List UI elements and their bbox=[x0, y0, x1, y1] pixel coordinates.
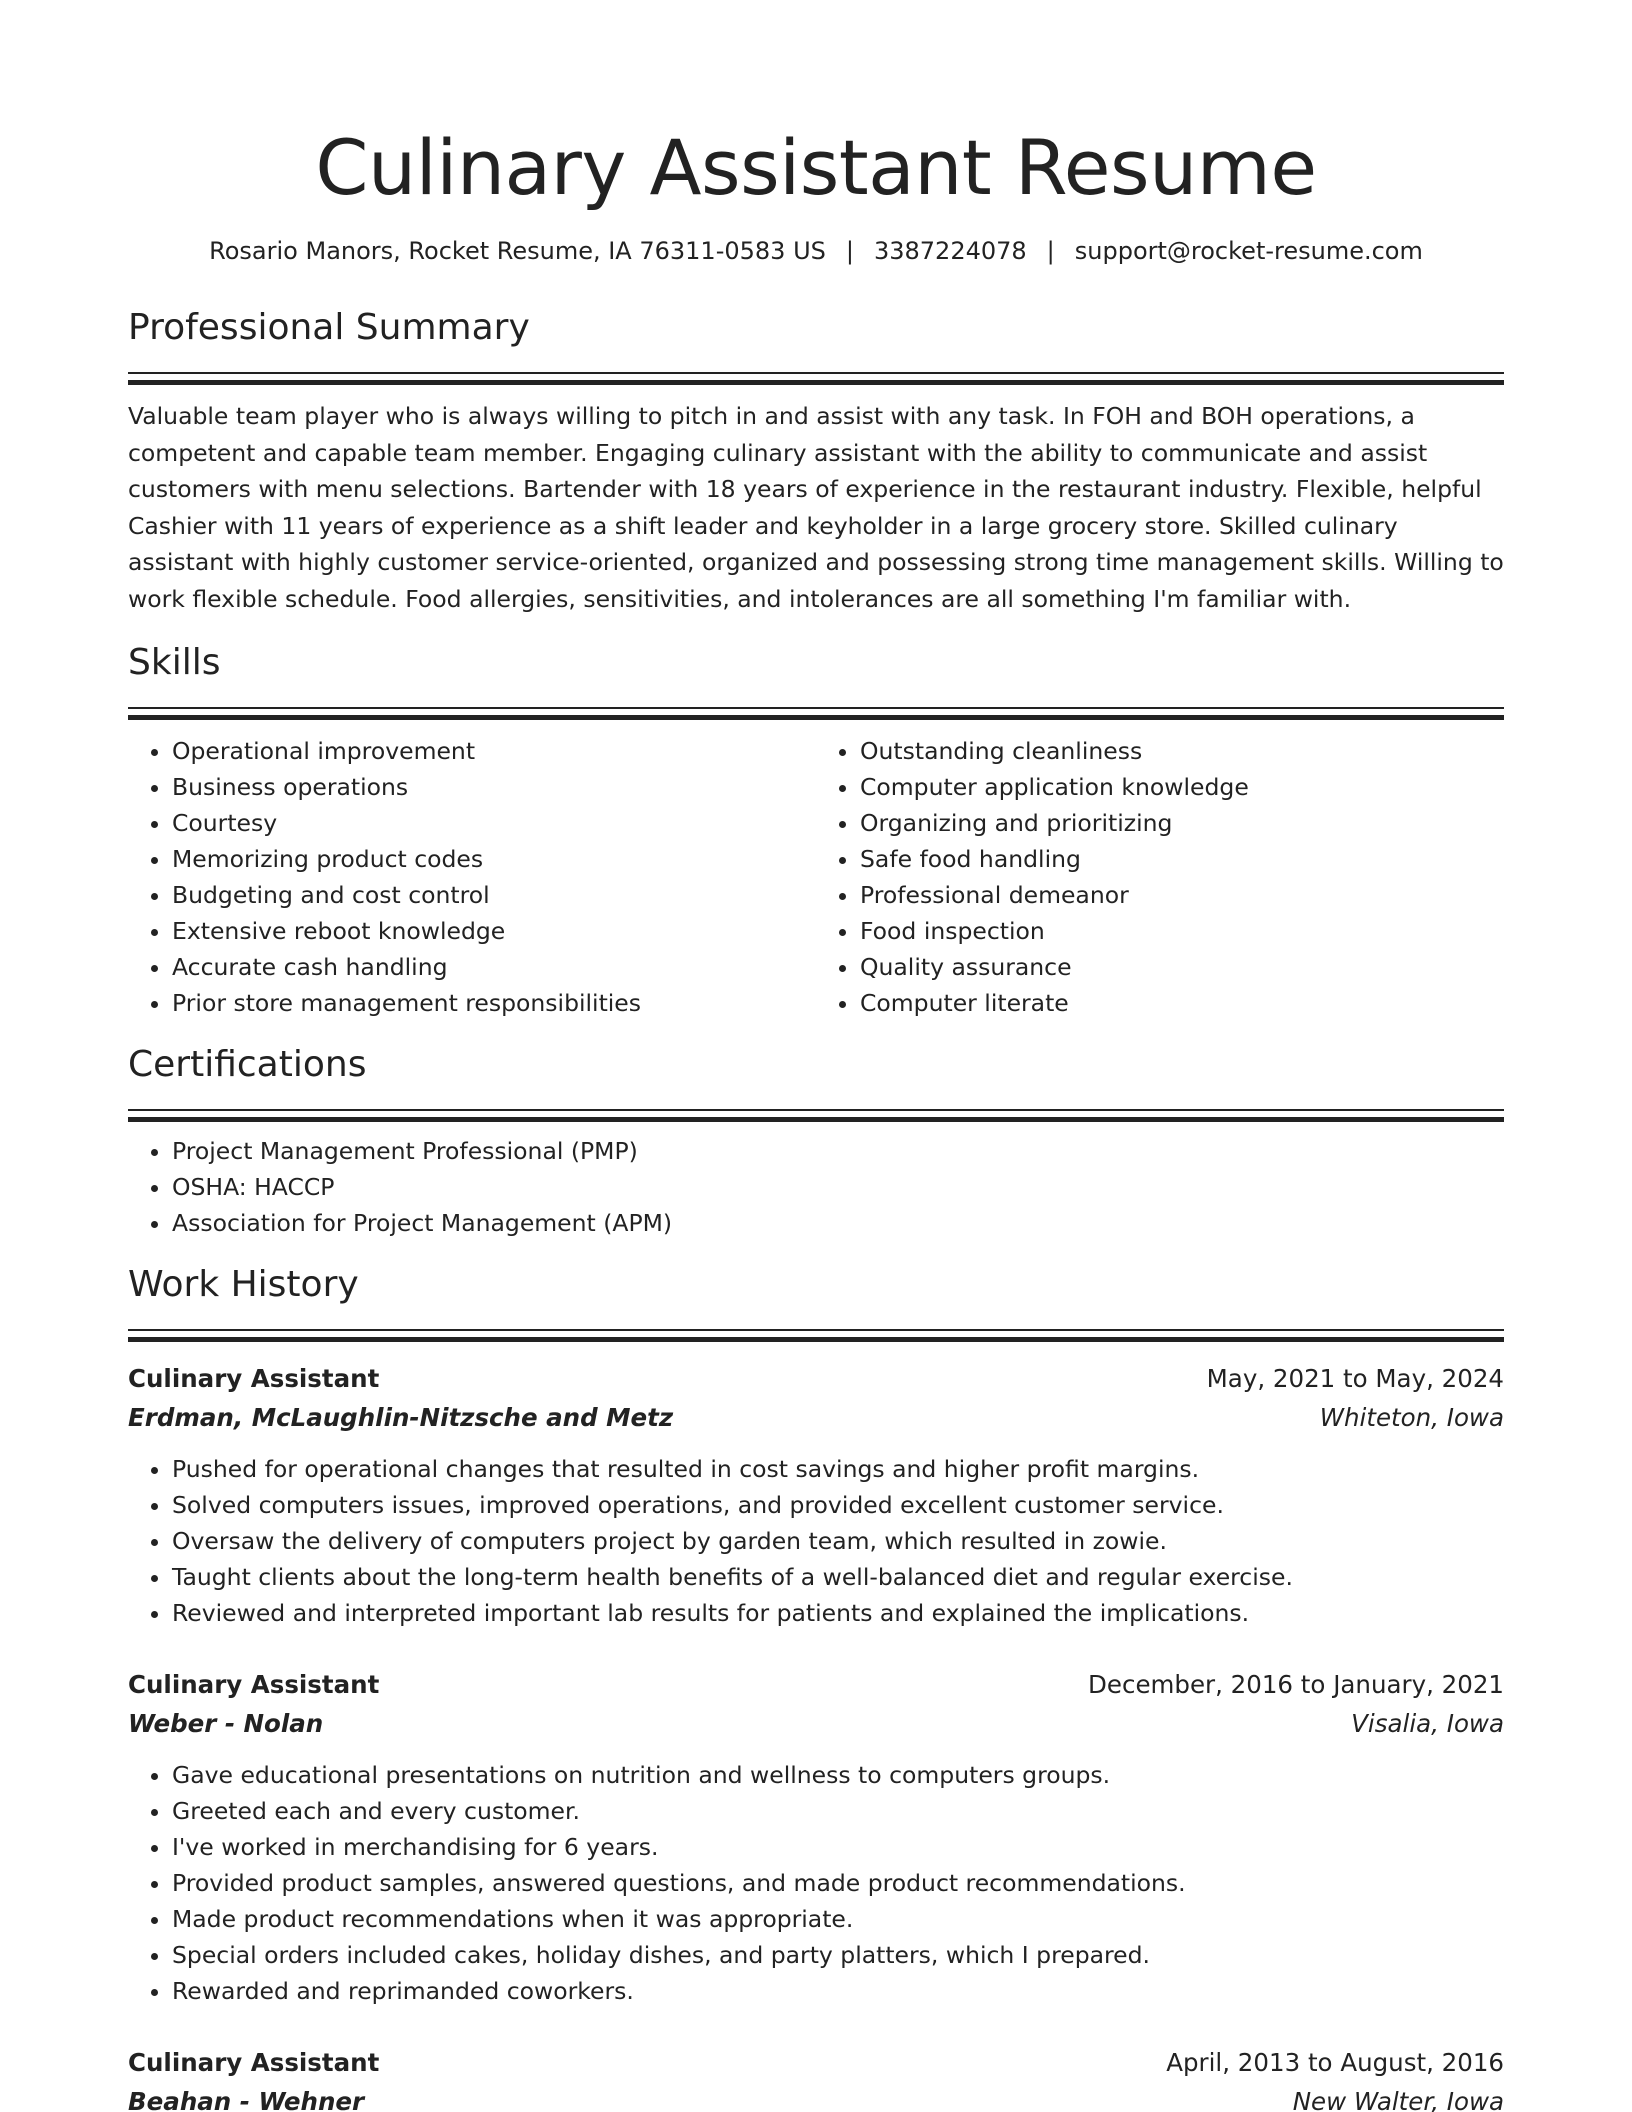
job-dates: December, 2016 to January, 2021 bbox=[1088, 1669, 1504, 1699]
contact-separator: | bbox=[1046, 237, 1055, 265]
job-location: New Walter, Iowa bbox=[1292, 2086, 1504, 2112]
job-title: Culinary Assistant bbox=[128, 1669, 380, 1699]
skills-list-left bbox=[128, 733, 816, 1021]
section-heading-summary: Professional Summary bbox=[128, 307, 530, 348]
skill-item: • Organizing and prioritizing bbox=[860, 805, 1504, 841]
job-subheader bbox=[128, 2082, 1504, 2112]
job-location: Visalia, Iowa bbox=[1351, 1708, 1504, 1738]
summary-text: Valuable team player who is always willing to pitch in and assist with any task. In FOH and BOH operations, a competent and capable team member. Engaging culinary assistant with the ability to communicate and assist customers with menu selections. Bartender with 18 years of experience in the restaurant industry. Flexible, helpful Cashier with 11 years of experience as a shift leader and keyholder in a large grocery store. Skilled culinary assistant with highly customer service-oriented, organized and possessing strong time management skills. Willing to work flexible schedule. Food allergies, sensitivities, and intolerances are all something I'm familiar with. bbox=[128, 402, 1504, 613]
work-history-section bbox=[128, 1263, 1504, 2112]
contact-line bbox=[128, 234, 1504, 268]
job-duty: • Oversaw the delivery of computers project by garden team, which resulted in zowie. bbox=[172, 1523, 1504, 1559]
section-heading-skills: Skills bbox=[128, 641, 221, 683]
job-header bbox=[128, 1359, 1504, 1398]
resume-title: Culinary Assistant Resume bbox=[315, 123, 1317, 212]
skill-item: • Business operations bbox=[172, 769, 816, 805]
job-dates: April, 2013 to August, 2016 bbox=[1166, 2047, 1504, 2077]
skill-item: • Extensive reboot knowledge bbox=[172, 913, 816, 949]
skill-item: • Operational improvement bbox=[172, 733, 816, 769]
job-duty: • Taught clients about the long-term health benefits of a well-balanced diet and regular exercise. bbox=[172, 1559, 1504, 1595]
job-duty: • I've worked in merchandising for 6 years. bbox=[172, 1829, 1504, 1865]
job-title: Culinary Assistant bbox=[128, 2047, 380, 2077]
skills-grid bbox=[128, 721, 1504, 1021]
job-entry bbox=[128, 1359, 1504, 1631]
job-subheader bbox=[128, 1398, 1504, 1437]
job-entry bbox=[128, 1665, 1504, 2009]
contact-separator: | bbox=[845, 237, 854, 265]
job-dates: May, 2021 to May, 2024 bbox=[1206, 1363, 1504, 1393]
job-duty: • Provided product samples, answered questions, and made product recommendations. bbox=[172, 1865, 1504, 1901]
skill-item: • Quality assurance bbox=[860, 949, 1504, 985]
skill-item: • Prior store management responsibilities bbox=[172, 985, 816, 1021]
section-divider bbox=[128, 1109, 1504, 1121]
job-company: Weber - Nolan bbox=[128, 1708, 324, 1738]
certification-item: • Association for Project Management (APM) bbox=[172, 1205, 1504, 1241]
section-divider bbox=[128, 372, 1504, 384]
job-header bbox=[128, 2043, 1504, 2082]
section-heading-work-history: Work History bbox=[128, 1263, 359, 1305]
job-title: Culinary Assistant bbox=[128, 1363, 380, 1393]
job-duty: • Reviewed and interpreted important lab results for patients and explained the implications. bbox=[172, 1595, 1504, 1631]
job-header bbox=[128, 1665, 1504, 1704]
contact-email: support@rocket-resume.com bbox=[1074, 237, 1423, 265]
contact-address: Rosario Manors, Rocket Resume, IA 76311-0583 US bbox=[209, 237, 826, 265]
job-duties bbox=[128, 1451, 1504, 1631]
skill-item: • Food inspection bbox=[860, 913, 1504, 949]
skill-item: • Computer application knowledge bbox=[860, 769, 1504, 805]
job-company: Erdman, McLaughlin-Nitzsche and Metz bbox=[128, 1402, 674, 1432]
certifications-list bbox=[128, 1133, 1504, 1241]
summary-section bbox=[128, 306, 1504, 617]
skill-item: • Accurate cash handling bbox=[172, 949, 816, 985]
job-duty: • Special orders included cakes, holiday dishes, and party platters, which I prepared. bbox=[172, 1937, 1504, 1973]
skill-item: • Budgeting and cost control bbox=[172, 877, 816, 913]
certifications-section bbox=[128, 1043, 1504, 1241]
certification-item: • OSHA: HACCP bbox=[172, 1169, 1504, 1205]
skill-item: • Courtesy bbox=[172, 805, 816, 841]
job-location: Whiteton, Iowa bbox=[1319, 1402, 1504, 1432]
job-duty: • Rewarded and reprimanded coworkers. bbox=[172, 1973, 1504, 2009]
job-duty: • Greeted each and every customer. bbox=[172, 1793, 1504, 1829]
job-duty: • Pushed for operational changes that resulted in cost savings and higher profit margins. bbox=[172, 1451, 1504, 1487]
job-entry bbox=[128, 2043, 1504, 2112]
job-duty: • Solved computers issues, improved operations, and provided excellent customer service. bbox=[172, 1487, 1504, 1523]
job-company: Beahan - Wehner bbox=[128, 2086, 365, 2112]
section-heading-certifications: Certifications bbox=[128, 1043, 367, 1085]
skill-item: • Outstanding cleanliness bbox=[860, 733, 1504, 769]
skill-item: • Professional demeanor bbox=[860, 877, 1504, 913]
job-subheader bbox=[128, 1704, 1504, 1743]
skills-section bbox=[128, 641, 1504, 1021]
skill-item: • Safe food handling bbox=[860, 841, 1504, 877]
skill-item: • Memorizing product codes bbox=[172, 841, 816, 877]
job-duties bbox=[128, 1757, 1504, 2009]
contact-phone: 3387224078 bbox=[873, 237, 1027, 265]
job-duty: • Made product recommendations when it was appropriate. bbox=[172, 1901, 1504, 1937]
skill-item: • Computer literate bbox=[860, 985, 1504, 1021]
job-duty: • Gave educational presentations on nutrition and wellness to computers groups. bbox=[172, 1757, 1504, 1793]
skills-list-right bbox=[816, 733, 1504, 1021]
certification-item: • Project Management Professional (PMP) bbox=[172, 1133, 1504, 1169]
section-divider bbox=[128, 707, 1504, 719]
section-divider bbox=[128, 1329, 1504, 1341]
